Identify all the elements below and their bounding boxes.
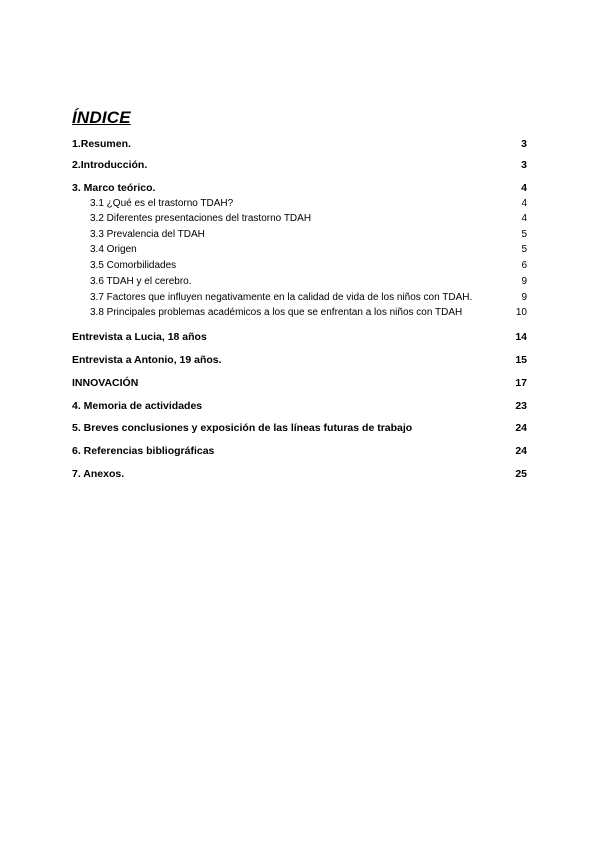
toc-entry-label: 3.5 Comorbilidades xyxy=(90,260,177,271)
toc-entry-label: 3.3 Prevalencia del TDAH xyxy=(90,229,205,240)
toc-entry-3-1[interactable] xyxy=(90,197,527,211)
toc-entry-memoria-actividades[interactable] xyxy=(72,399,527,413)
toc-entry-page: 10 xyxy=(515,307,527,318)
toc-entry-label: 6. Referencias bibliográficas xyxy=(72,445,215,457)
toc-entry-label: 2.Introducción. xyxy=(72,159,148,171)
toc-entry-page: 5 xyxy=(521,244,527,255)
toc-entry-3-8[interactable] xyxy=(90,306,527,320)
toc-entry-3-5[interactable] xyxy=(90,259,527,273)
toc-entry-page: 6 xyxy=(521,260,527,271)
toc-entry-3-6[interactable] xyxy=(90,275,527,289)
toc-entry-page: 4 xyxy=(521,213,527,224)
toc-entry-label: 1.Resumen. xyxy=(72,138,131,150)
toc-entry-page: 17 xyxy=(515,377,527,389)
toc-entry-conclusiones[interactable] xyxy=(72,421,527,435)
toc-entry-label: 3.1 ¿Qué es el trastorno TDAH? xyxy=(90,198,234,209)
toc-entry-3-2[interactable] xyxy=(90,212,527,226)
toc-entry-label: INNOVACIÓN xyxy=(72,377,139,389)
toc-entry-innovacion[interactable] xyxy=(72,376,527,390)
toc-entry-page: 4 xyxy=(521,182,527,194)
toc-entry-label: Entrevista a Lucia, 18 años xyxy=(72,331,207,343)
toc-entry-page: 9 xyxy=(521,276,527,287)
page-title: ÍNDICE xyxy=(72,108,131,127)
toc-entry-page: 14 xyxy=(515,331,527,343)
toc-entry-page: 24 xyxy=(515,445,527,457)
toc-entry-page: 24 xyxy=(515,422,527,434)
toc-entry-label: 5. Breves conclusiones y exposición de las líneas futuras de trabajo xyxy=(72,422,413,434)
toc-entry-label: 3.8 Principales problemas académicos a los que se enfrentan a los niños con TDAH xyxy=(90,307,463,318)
toc-entry-3-7[interactable] xyxy=(90,291,527,305)
toc-entry-page: 5 xyxy=(521,229,527,240)
toc-entry-page: 4 xyxy=(521,198,527,209)
toc-entry-3-4[interactable] xyxy=(90,243,527,257)
toc-entry-introduccion[interactable] xyxy=(72,158,527,172)
toc-entry-label: 3.2 Diferentes presentaciones del trastorno TDAH xyxy=(90,213,312,224)
toc-entry-page: 3 xyxy=(521,138,527,150)
toc-entry-3-3[interactable] xyxy=(90,228,527,242)
toc-entry-label: 3.4 Origen xyxy=(90,244,137,255)
toc-entry-page: 15 xyxy=(515,354,527,366)
toc-entry-label: 3. Marco teórico. xyxy=(72,182,156,194)
toc-entry-marco-teorico[interactable] xyxy=(72,181,527,195)
toc-entry-label: Entrevista a Antonio, 19 años. xyxy=(72,354,222,366)
toc-entry-page: 23 xyxy=(515,400,527,412)
toc-entry-anexos[interactable] xyxy=(72,467,527,481)
toc-entry-referencias[interactable] xyxy=(72,444,527,458)
toc-entry-label: 3.7 Factores que influyen negativamente en la calidad de vida de los niños con TDAH. xyxy=(90,292,473,303)
toc-entry-entrevista-antonio[interactable] xyxy=(72,353,527,367)
toc-entry-page: 9 xyxy=(521,292,527,303)
toc-entry-entrevista-lucia[interactable] xyxy=(72,330,527,344)
toc-entry-page: 25 xyxy=(515,468,527,480)
toc-entry-label: 4. Memoria de actividades xyxy=(72,400,203,412)
toc-entry-page: 3 xyxy=(521,159,527,171)
toc-entry-resumen[interactable] xyxy=(72,137,527,151)
toc-entry-label: 3.6 TDAH y el cerebro. xyxy=(90,276,192,287)
toc-entry-label: 7. Anexos. xyxy=(72,468,125,480)
